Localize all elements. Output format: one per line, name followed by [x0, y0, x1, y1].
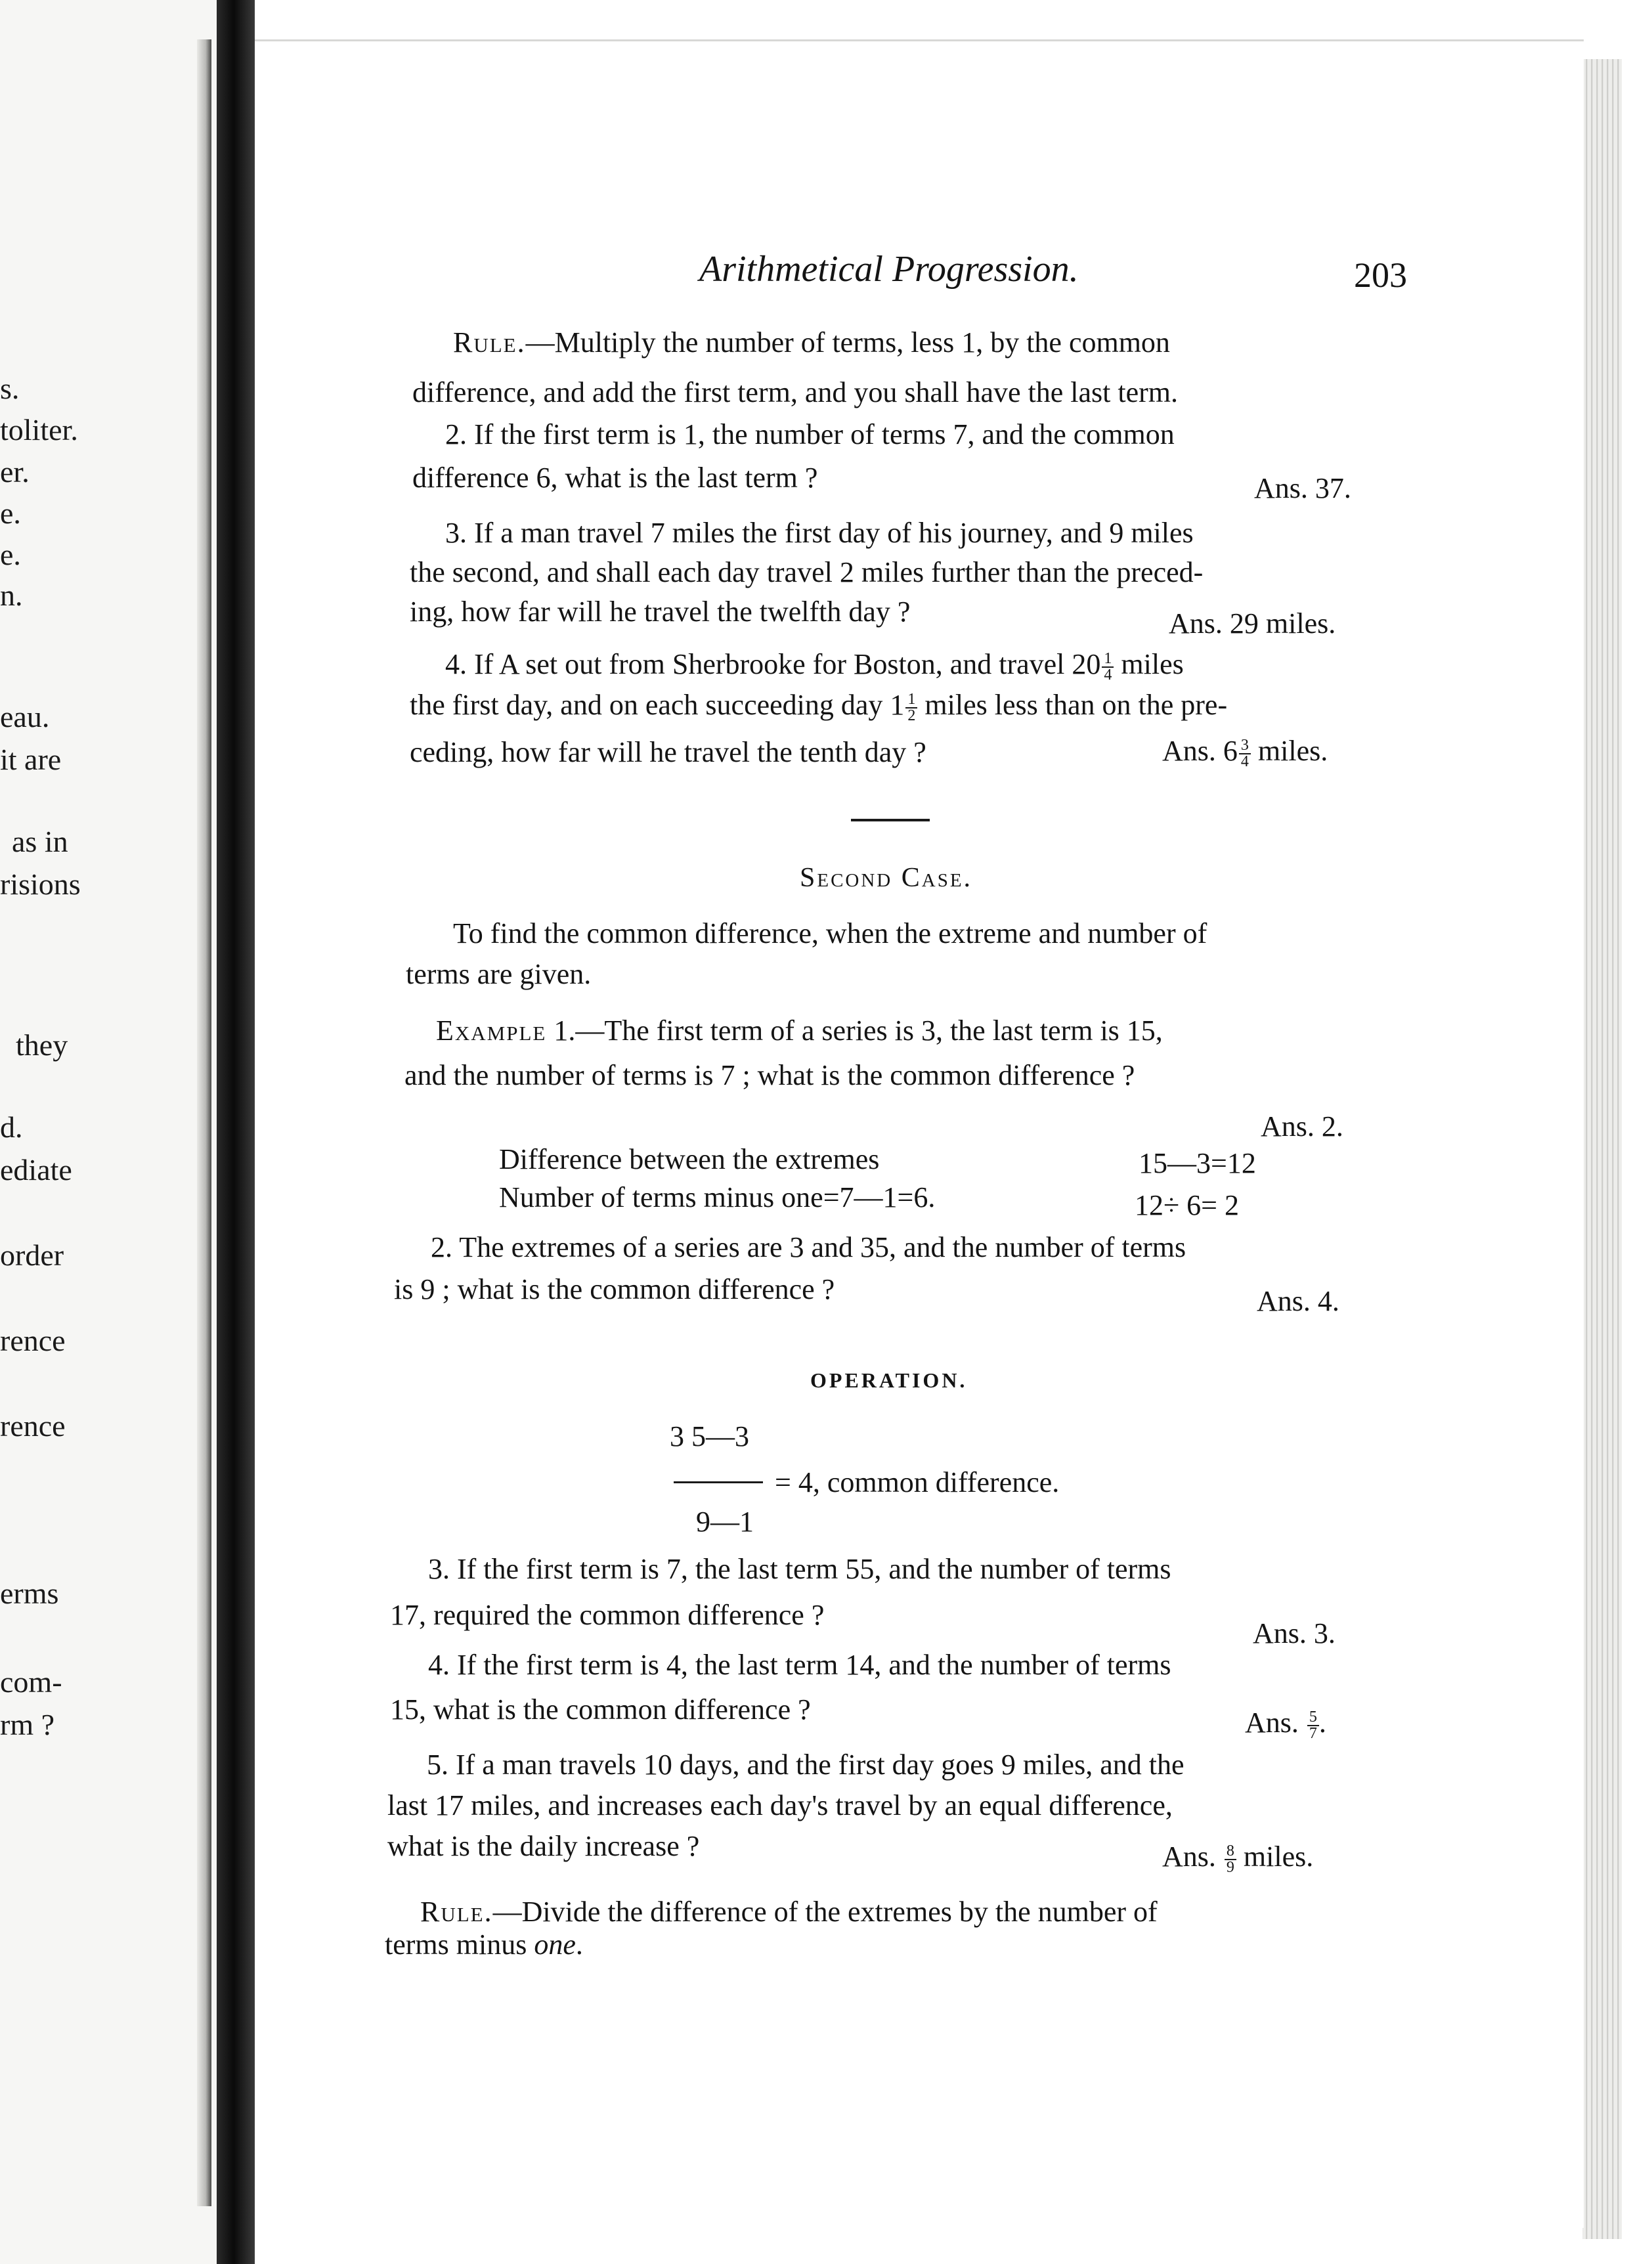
left-fragment: rence — [0, 1409, 66, 1443]
problem-2-line: 2. If the first term is 1, the number of terms 7, and the common — [445, 418, 1175, 450]
book-gutter — [217, 0, 255, 2264]
rule-label: Rule. — [420, 1896, 493, 1928]
left-fragment: they — [16, 1028, 68, 1062]
left-fragment: rm ? — [0, 1708, 55, 1741]
rule-emphasis: one — [534, 1928, 576, 1961]
answer-text: . — [1318, 1707, 1326, 1739]
problem-b2-line: 2. The extremes of a series are 3 and 35, and the number of terms — [431, 1231, 1186, 1263]
fraction-bar — [674, 1481, 763, 1483]
problem-b4-line: 4. If the first term is 4, the last term 14, and the number of terms — [428, 1649, 1171, 1681]
problem-4-line — [410, 691, 1227, 724]
answer-text: Ans. — [1245, 1707, 1306, 1739]
left-fragment: ediate — [0, 1153, 72, 1186]
problem-b5-line: last 17 miles, and increases each day's travel by an equal difference, — [387, 1789, 1173, 1821]
answer-text: miles. — [1250, 735, 1328, 767]
left-fragment: it are — [0, 743, 62, 776]
problem-b3-line: 17, required the common difference ? — [390, 1599, 825, 1631]
section-heading: Second Case. — [800, 863, 973, 893]
work-value: 15—3=12 — [1139, 1147, 1256, 1179]
left-fragment: eau. — [0, 700, 50, 733]
answer-text: miles. — [1236, 1840, 1314, 1873]
fraction-denominator: 2 — [907, 707, 916, 724]
problem-3-answer: Ans. 29 miles. — [1169, 607, 1336, 640]
fraction — [1102, 651, 1114, 683]
work-value: 12÷ 6= 2 — [1135, 1189, 1239, 1221]
problem-b5-answer — [1162, 1840, 1313, 1875]
operation-result: = 4, common difference. — [775, 1466, 1060, 1498]
intro-line: To find the common difference, when the extreme and number of — [453, 917, 1207, 949]
left-fragment: er. — [0, 455, 30, 489]
problem-3-line: ing, how far will he travel the twelfth day ? — [410, 596, 911, 628]
running-header-title: Arithmetical Progression. — [699, 249, 1079, 290]
left-fragment: order — [0, 1238, 64, 1272]
left-fragment: e. — [0, 496, 21, 530]
operation-numerator: 3 5—3 — [670, 1420, 749, 1452]
problem-b5-line: what is the daily increase ? — [387, 1830, 700, 1862]
left-fragment: e. — [0, 538, 21, 571]
left-fragment: rence — [0, 1324, 66, 1357]
left-page-fragment — [0, 0, 217, 2264]
rule-text: . — [575, 1928, 583, 1961]
fraction-denominator: 4 — [1104, 666, 1112, 684]
problem-b2-answer: Ans. 4. — [1257, 1285, 1339, 1317]
fraction — [1307, 1710, 1319, 1741]
problem-4-line: ceding, how far will he travel the tenth day ? — [410, 736, 926, 768]
rule-paragraph — [453, 328, 1170, 357]
example-label: Example — [436, 1014, 547, 1047]
fraction — [1225, 1844, 1236, 1875]
problem-b3-line: 3. If the first term is 7, the last term 55, and the number of terms — [428, 1553, 1171, 1585]
fraction-denominator: 4 — [1240, 752, 1249, 770]
example-1-line — [436, 1016, 1163, 1045]
rule-text: —Multiply the number of terms, less 1, by the common — [525, 326, 1170, 359]
left-fragment: toliter. — [0, 413, 78, 446]
problem-4-answer — [1162, 734, 1328, 770]
left-fragment: s. — [0, 372, 20, 405]
work-label: Number of terms minus one=7—1=6. — [499, 1181, 936, 1213]
fraction-denominator: 9 — [1226, 1858, 1234, 1876]
problem-3-line: the second, and shall each day travel 2 miles further than the preced- — [410, 556, 1204, 588]
operation-denominator: 9—1 — [696, 1506, 754, 1538]
fraction-numerator: 8 — [1225, 1844, 1236, 1860]
left-fragment: erms — [0, 1577, 59, 1610]
left-fragment: n. — [0, 578, 23, 612]
problem-4-text: 4. If A set out from Sherbrooke for Boston, and travel 20 — [445, 648, 1101, 680]
page-number: 203 — [1354, 255, 1407, 295]
page-stack-edge — [1582, 59, 1622, 2239]
rule-text-line: difference, and add the first term, and you shall have the last term. — [412, 376, 1178, 408]
problem-4-text: the first day, and on each succeeding day 1 — [410, 689, 905, 721]
problem-b5-line: 5. If a man travels 10 days, and the first day goes 9 miles, and the — [427, 1749, 1185, 1781]
problem-3-line: 3. If a man travel 7 miles the first day of his journey, and 9 miles — [445, 517, 1194, 549]
fraction-numerator: 1 — [1102, 651, 1114, 668]
left-fragment: as in — [12, 825, 68, 858]
example-1-line: and the number of terms is 7 ; what is the common difference ? — [404, 1059, 1135, 1091]
problem-4-text: miles less than on the pre- — [917, 689, 1228, 721]
fraction-denominator: 7 — [1309, 1724, 1317, 1742]
answer-text: Ans. 6 — [1162, 735, 1238, 767]
left-fragment: com- — [0, 1665, 62, 1699]
left-fragment: d. — [0, 1110, 23, 1144]
intro-line: terms are given. — [406, 958, 592, 990]
fraction-numerator: 3 — [1239, 738, 1251, 754]
fraction-numerator: 1 — [905, 692, 917, 708]
left-page-edge — [197, 39, 211, 2206]
rule-paragraph — [420, 1898, 1158, 1927]
problem-b3-answer: Ans. 3. — [1253, 1617, 1336, 1649]
problem-2-line: difference 6, what is the last term ? — [412, 462, 818, 494]
rule-label: Rule. — [453, 326, 526, 359]
problem-b4-line: 15, what is the common difference ? — [390, 1693, 811, 1726]
problem-4-line — [445, 650, 1184, 683]
answer-text: Ans. — [1162, 1840, 1223, 1873]
fraction — [905, 692, 917, 724]
rule-text: terms minus — [385, 1928, 534, 1961]
operation-heading: OPERATION. — [810, 1368, 968, 1392]
left-fragment: risions — [0, 867, 81, 901]
work-label: Difference between the extremes — [499, 1143, 880, 1175]
example-1-text: 1.—The first term of a series is 3, the last term is 15, — [546, 1014, 1163, 1047]
section-separator — [851, 819, 930, 821]
problem-b4-answer — [1245, 1706, 1326, 1741]
fraction-numerator: 5 — [1307, 1710, 1319, 1726]
rule-text-line — [385, 1930, 583, 1959]
rule-text: —Divide the difference of the extremes by the number of — [492, 1896, 1158, 1928]
example-1-answer: Ans. 2. — [1261, 1110, 1343, 1143]
problem-4-text: miles — [1114, 648, 1184, 680]
problem-b2-line: is 9 ; what is the common difference ? — [394, 1273, 835, 1305]
fraction — [1239, 738, 1251, 770]
problem-2-answer: Ans. 37. — [1254, 472, 1351, 504]
